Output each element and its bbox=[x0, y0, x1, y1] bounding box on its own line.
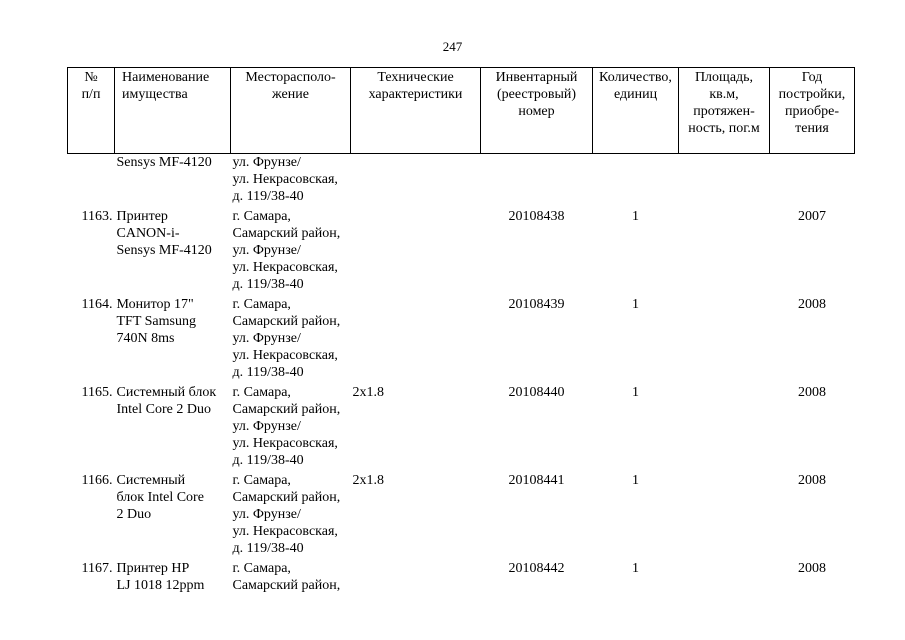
cell-location-line: ул. Фрунзе/ bbox=[232, 155, 301, 170]
table-body bbox=[68, 154, 855, 595]
cell-name-line: Монитор 17" bbox=[116, 297, 194, 312]
cell-location bbox=[231, 296, 351, 381]
header-line: Год bbox=[801, 70, 823, 85]
cell-name bbox=[115, 560, 231, 594]
cell-name-line: Системный блок bbox=[116, 385, 217, 400]
header-line: имущества bbox=[122, 87, 188, 102]
cell-tech bbox=[351, 208, 481, 293]
header-line: ность, пог.м bbox=[688, 121, 760, 136]
cell-location-line: Самарский район, bbox=[232, 402, 341, 417]
header-line: Площадь, bbox=[694, 70, 754, 85]
cell-tech bbox=[351, 296, 481, 381]
header-area bbox=[679, 68, 770, 154]
header-line: протяжен- bbox=[693, 104, 755, 119]
table-row bbox=[68, 384, 855, 469]
cell-inventory: 20108442 bbox=[508, 561, 565, 576]
cell-number: 1166. bbox=[81, 473, 113, 488]
cell-location-line: д. 119/38-40 bbox=[232, 277, 304, 292]
cell-inventory: 20108439 bbox=[508, 297, 565, 312]
cell-name-line: Принтер HP bbox=[116, 561, 190, 576]
cell-area bbox=[679, 472, 770, 557]
cell-name-line: TFT Samsung bbox=[116, 314, 196, 329]
header-line: № bbox=[84, 70, 98, 85]
cell-name-line: Sensys MF-4120 bbox=[116, 155, 212, 170]
cell-name-line: CANON-i- bbox=[116, 226, 180, 241]
cell-number: 1163. bbox=[81, 209, 113, 224]
cell-location-line: д. 119/38-40 bbox=[232, 365, 304, 380]
cell-location-line: ул. Фрунзе/ bbox=[232, 331, 301, 346]
cell-location bbox=[231, 154, 351, 206]
header-line: постройки, bbox=[778, 87, 846, 102]
cell-location-line: Самарский район, bbox=[232, 578, 341, 593]
cell-location-line: ул. Некрасовская, bbox=[232, 436, 338, 451]
cell-name bbox=[115, 154, 231, 206]
cell-location-line: г. Самара, bbox=[232, 385, 291, 400]
cell-name bbox=[115, 208, 231, 293]
header-line: характеристики bbox=[368, 87, 463, 102]
header-line: номер bbox=[518, 104, 555, 119]
cell-name-line: LJ 1018 12ppm bbox=[116, 578, 205, 593]
header-year bbox=[770, 68, 855, 154]
cell-location bbox=[231, 384, 351, 469]
cell-name-line: Системный bbox=[116, 473, 186, 488]
header-line: Месторасполо- bbox=[245, 70, 336, 85]
cell-quantity: 1 bbox=[632, 297, 639, 312]
cell-location-line: г. Самара, bbox=[232, 473, 291, 488]
cell-location-line: г. Самара, bbox=[232, 561, 291, 576]
cell-area bbox=[679, 208, 770, 293]
cell-year: 2008 bbox=[798, 385, 826, 400]
cell-area bbox=[679, 296, 770, 381]
cell-quantity bbox=[593, 154, 679, 206]
cell-tech: 2x1.8 bbox=[352, 385, 384, 400]
cell-tech bbox=[351, 560, 481, 594]
header-line: Наименование bbox=[122, 70, 210, 85]
cell-location-line: г. Самара, bbox=[232, 209, 291, 224]
header-quantity bbox=[593, 68, 679, 154]
cell-location-line: Самарский район, bbox=[232, 490, 341, 505]
cell-inventory: 20108440 bbox=[508, 385, 565, 400]
header-line: тения bbox=[795, 121, 829, 136]
cell-quantity: 1 bbox=[632, 473, 639, 488]
cell-year bbox=[770, 154, 855, 206]
cell-location bbox=[231, 472, 351, 557]
cell-location-line: д. 119/38-40 bbox=[232, 453, 304, 468]
header-line: приобре- bbox=[785, 104, 839, 119]
header-location bbox=[231, 68, 351, 154]
cell-number: 1164. bbox=[81, 297, 113, 312]
header-line: единиц bbox=[613, 87, 658, 102]
cell-name-line: 2 Duo bbox=[116, 507, 152, 522]
cell-inventory: 20108441 bbox=[508, 473, 565, 488]
cell-name-line: Принтер bbox=[116, 209, 168, 224]
header-line: кв.м, bbox=[709, 87, 739, 102]
cell-quantity: 1 bbox=[632, 385, 639, 400]
cell-location bbox=[231, 208, 351, 293]
cell-location bbox=[231, 560, 351, 594]
cell-location-line: Самарский район, bbox=[232, 226, 341, 241]
cell-name-line: блок Intel Core bbox=[116, 490, 204, 505]
cell-year: 2008 bbox=[798, 561, 826, 576]
cell-quantity: 1 bbox=[632, 561, 639, 576]
cell-location-line: ул. Некрасовская, bbox=[232, 260, 338, 275]
cell-location-line: д. 119/38-40 bbox=[232, 541, 304, 556]
cell-location-line: г. Самара, bbox=[232, 297, 291, 312]
cell-year: 2007 bbox=[798, 209, 826, 224]
table-row bbox=[68, 154, 855, 206]
cell-location-line: Самарский район, bbox=[232, 314, 341, 329]
page-number: 247 bbox=[442, 39, 463, 54]
cell-inventory bbox=[481, 154, 593, 206]
cell-location-line: ул. Фрунзе/ bbox=[232, 419, 301, 434]
header-line: п/п bbox=[81, 87, 101, 102]
cell-location-line: ул. Фрунзе/ bbox=[232, 243, 301, 258]
header-line: жение bbox=[272, 87, 309, 102]
table-header-row bbox=[68, 68, 855, 154]
header-tech bbox=[351, 68, 481, 154]
header-line: Технические bbox=[377, 70, 454, 85]
cell-number bbox=[68, 154, 115, 206]
header-line: (реестровый) bbox=[496, 87, 577, 102]
cell-area bbox=[679, 560, 770, 594]
table-row bbox=[68, 296, 855, 381]
cell-inventory: 20108438 bbox=[508, 209, 565, 224]
cell-year: 2008 bbox=[798, 297, 826, 312]
header-line: Количество, bbox=[599, 70, 672, 85]
cell-name-line: Sensys MF-4120 bbox=[116, 243, 212, 258]
cell-location-line: ул. Фрунзе/ bbox=[232, 507, 301, 522]
table-row bbox=[68, 560, 855, 594]
cell-number: 1165. bbox=[81, 385, 113, 400]
cell-name bbox=[115, 296, 231, 381]
cell-year: 2008 bbox=[798, 473, 826, 488]
header-inventory bbox=[481, 68, 593, 154]
table-row bbox=[68, 472, 855, 557]
cell-location-line: д. 119/38-40 bbox=[232, 189, 304, 204]
cell-location-line: ул. Некрасовская, bbox=[232, 524, 338, 539]
header-line: Инвентарный bbox=[495, 70, 578, 85]
cell-tech: 2x1.8 bbox=[352, 473, 384, 488]
table-row bbox=[68, 208, 855, 293]
header-name bbox=[115, 68, 231, 154]
property-registry-table bbox=[67, 67, 855, 594]
cell-name-line: Intel Core 2 Duo bbox=[116, 402, 211, 417]
cell-quantity: 1 bbox=[632, 209, 639, 224]
cell-name-line: 740N 8ms bbox=[116, 331, 175, 346]
cell-location-line: ул. Некрасовская, bbox=[232, 172, 338, 187]
header-number bbox=[68, 68, 115, 154]
cell-name bbox=[115, 472, 231, 557]
cell-area bbox=[679, 384, 770, 469]
cell-tech bbox=[351, 154, 481, 206]
cell-location-line: ул. Некрасовская, bbox=[232, 348, 338, 363]
cell-name bbox=[115, 384, 231, 469]
cell-area bbox=[679, 154, 770, 206]
cell-number: 1167. bbox=[81, 561, 113, 576]
